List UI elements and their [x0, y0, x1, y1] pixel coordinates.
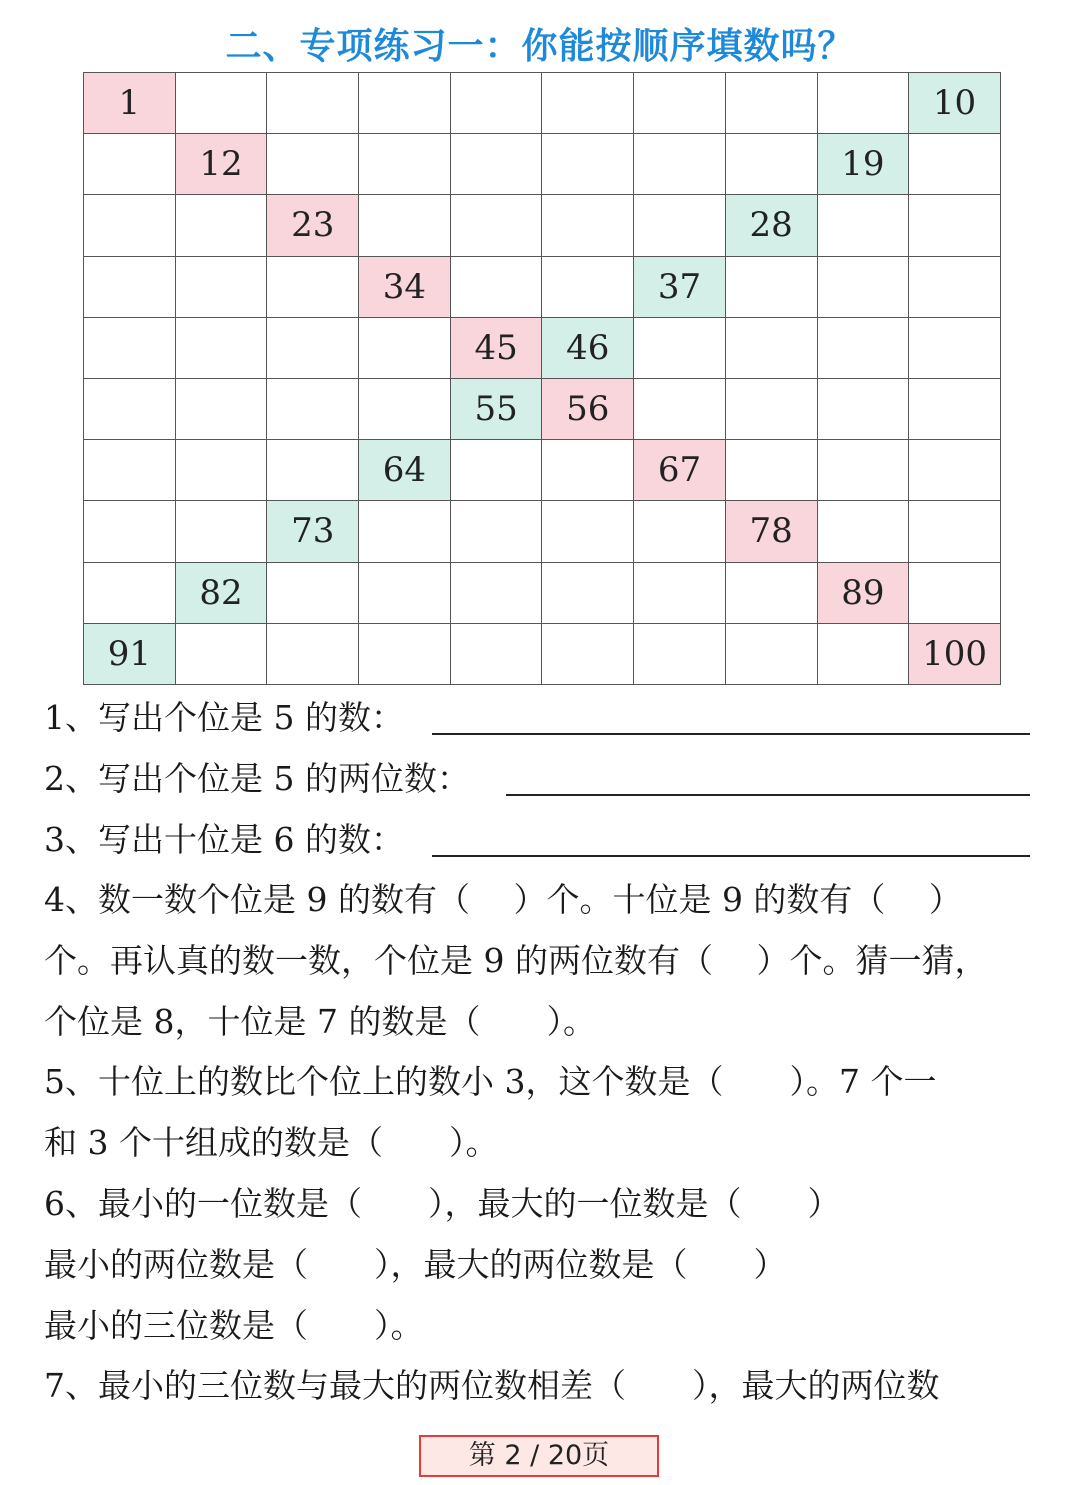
- grid-cell-blank[interactable]: [542, 562, 634, 623]
- grid-cell-number: 45: [450, 317, 542, 378]
- grid-cell-blank[interactable]: [359, 134, 451, 195]
- page-indicator: 第 2 / 20页: [419, 1435, 659, 1477]
- grid-cell-blank[interactable]: [725, 378, 817, 439]
- grid-cell-blank[interactable]: [84, 317, 176, 378]
- grid-cell-blank[interactable]: [175, 378, 267, 439]
- grid-cell-blank[interactable]: [634, 73, 726, 134]
- grid-row: [84, 562, 1001, 623]
- grid-cell-blank[interactable]: [817, 256, 909, 317]
- grid-cell-blank[interactable]: [817, 501, 909, 562]
- grid-cell-blank[interactable]: [909, 501, 1001, 562]
- grid-cell-blank[interactable]: [634, 317, 726, 378]
- grid-cell-blank[interactable]: [450, 440, 542, 501]
- question-6-line-1: 6、最小的一位数是（ ），最大的一位数是（ ）: [44, 1184, 841, 1223]
- grid-cell-blank[interactable]: [267, 134, 359, 195]
- question-7-line-1: 7、最小的三位数与最大的两位数相差（ ），最大的两位数: [44, 1366, 940, 1405]
- grid-cell-blank[interactable]: [267, 562, 359, 623]
- grid-cell-blank[interactable]: [359, 562, 451, 623]
- grid-cell-blank[interactable]: [359, 317, 451, 378]
- grid-cell-blank[interactable]: [634, 378, 726, 439]
- grid-cell-blank[interactable]: [84, 501, 176, 562]
- grid-cell-blank[interactable]: [909, 134, 1001, 195]
- grid-cell-number: 19: [817, 134, 909, 195]
- grid-cell-blank[interactable]: [175, 256, 267, 317]
- grid-cell-blank[interactable]: [359, 195, 451, 256]
- grid-row: [84, 440, 1001, 501]
- grid-cell-blank[interactable]: [267, 317, 359, 378]
- grid-cell-blank[interactable]: [359, 623, 451, 684]
- grid-cell-blank[interactable]: [817, 317, 909, 378]
- answer-line-3[interactable]: [432, 855, 1030, 857]
- question-3: 3、写出十位是 6 的数：: [44, 820, 404, 859]
- grid-cell-number: 67: [634, 440, 726, 501]
- grid-cell-number: 100: [909, 623, 1001, 684]
- grid-cell-blank[interactable]: [175, 317, 267, 378]
- grid-cell-blank[interactable]: [542, 501, 634, 562]
- question-4-line-3: 个位是 8，十位是 7 的数是（ ）。: [44, 1002, 596, 1041]
- grid-cell-blank[interactable]: [175, 501, 267, 562]
- grid-cell-blank[interactable]: [634, 623, 726, 684]
- grid-cell-blank[interactable]: [542, 134, 634, 195]
- grid-cell-number: 55: [450, 378, 542, 439]
- grid-cell-number: 56: [542, 378, 634, 439]
- grid-cell-blank[interactable]: [817, 623, 909, 684]
- question-5-line-1: 5、十位上的数比个位上的数小 3，这个数是（ ）。7 个一: [44, 1062, 937, 1101]
- grid-cell-blank[interactable]: [817, 440, 909, 501]
- grid-cell-blank[interactable]: [634, 501, 726, 562]
- grid-cell-blank[interactable]: [267, 440, 359, 501]
- question-5-line-2: 和 3 个十组成的数是（ ）。: [44, 1123, 499, 1162]
- grid-cell-number: 12: [175, 134, 267, 195]
- answer-line-2[interactable]: [506, 794, 1030, 796]
- grid-cell-number: 37: [634, 256, 726, 317]
- grid-cell-blank[interactable]: [725, 440, 817, 501]
- grid-cell-blank[interactable]: [450, 562, 542, 623]
- grid-cell-number: 91: [84, 623, 176, 684]
- question-6-line-3: 最小的三位数是（ ）。: [44, 1306, 424, 1345]
- grid-cell-blank[interactable]: [359, 73, 451, 134]
- grid-cell-blank[interactable]: [542, 623, 634, 684]
- grid-cell-number: 89: [817, 562, 909, 623]
- grid-cell-blank[interactable]: [175, 440, 267, 501]
- grid-cell-blank[interactable]: [909, 440, 1001, 501]
- grid-cell-number: 34: [359, 256, 451, 317]
- grid-cell-blank[interactable]: [450, 73, 542, 134]
- grid-cell-blank[interactable]: [542, 256, 634, 317]
- grid-cell-number: 28: [725, 195, 817, 256]
- grid-cell-blank[interactable]: [84, 562, 176, 623]
- grid-cell-blank[interactable]: [909, 256, 1001, 317]
- question-2: 2、写出个位是 5 的两位数：: [44, 759, 470, 798]
- grid-cell-blank[interactable]: [542, 73, 634, 134]
- grid-cell-number: 10: [909, 73, 1001, 134]
- question-1: 1、写出个位是 5 的数：: [44, 698, 404, 737]
- grid-cell-blank[interactable]: [175, 73, 267, 134]
- grid-cell-blank[interactable]: [725, 317, 817, 378]
- grid-cell-blank[interactable]: [84, 378, 176, 439]
- grid-row: [84, 256, 1001, 317]
- grid-cell-blank[interactable]: [725, 256, 817, 317]
- grid-cell-blank[interactable]: [817, 195, 909, 256]
- grid-cell-blank[interactable]: [267, 73, 359, 134]
- question-4-line-2: 个。再认真的数一数，个位是 9 的两位数有（ ）个。猜一猜，: [44, 941, 988, 980]
- grid-cell-blank[interactable]: [84, 195, 176, 256]
- grid-cell-blank[interactable]: [909, 195, 1001, 256]
- grid-row: [84, 134, 1001, 195]
- grid-cell-blank[interactable]: [359, 378, 451, 439]
- grid-cell-blank[interactable]: [725, 562, 817, 623]
- grid-cell-blank[interactable]: [450, 195, 542, 256]
- grid-cell-blank[interactable]: [725, 623, 817, 684]
- grid-cell-blank[interactable]: [84, 440, 176, 501]
- grid-row: [84, 623, 1001, 684]
- hundred-chart-grid: [83, 72, 1001, 685]
- grid-cell-blank[interactable]: [634, 134, 726, 195]
- grid-cell-blank[interactable]: [267, 623, 359, 684]
- grid-cell-blank[interactable]: [450, 256, 542, 317]
- grid-cell-number: 64: [359, 440, 451, 501]
- grid-cell-number: 46: [542, 317, 634, 378]
- grid-row: [84, 501, 1001, 562]
- grid-cell-number: 78: [725, 501, 817, 562]
- grid-cell-blank[interactable]: [175, 623, 267, 684]
- worksheet-title: 二、专项练习一：你能按顺序填数吗？: [225, 26, 855, 67]
- grid-cell-blank[interactable]: [267, 256, 359, 317]
- grid-cell-blank[interactable]: [725, 73, 817, 134]
- grid-cell-blank[interactable]: [359, 501, 451, 562]
- grid-cell-blank[interactable]: [84, 134, 176, 195]
- grid-cell-blank[interactable]: [909, 562, 1001, 623]
- grid-cell-blank[interactable]: [909, 378, 1001, 439]
- grid-cell-blank[interactable]: [84, 256, 176, 317]
- grid-cell-blank[interactable]: [817, 73, 909, 134]
- grid-cell-blank[interactable]: [175, 195, 267, 256]
- grid-cell-blank[interactable]: [634, 195, 726, 256]
- grid-row: [84, 195, 1001, 256]
- grid-cell-blank[interactable]: [450, 501, 542, 562]
- grid-row: [84, 378, 1001, 439]
- grid-cell-number: 73: [267, 501, 359, 562]
- grid-cell-blank[interactable]: [817, 378, 909, 439]
- grid-cell-blank[interactable]: [450, 134, 542, 195]
- grid-row: [84, 317, 1001, 378]
- grid-row: [84, 73, 1001, 134]
- grid-cell-number: 1: [84, 73, 176, 134]
- grid-cell-blank[interactable]: [725, 134, 817, 195]
- grid-cell-blank[interactable]: [267, 378, 359, 439]
- grid-cell-blank[interactable]: [450, 623, 542, 684]
- grid-cell-blank[interactable]: [542, 195, 634, 256]
- question-6-line-2: 最小的两位数是（ ），最大的两位数是（ ）: [44, 1245, 787, 1284]
- grid-cell-blank[interactable]: [542, 440, 634, 501]
- grid-cell-blank[interactable]: [909, 317, 1001, 378]
- grid-cell-number: 82: [175, 562, 267, 623]
- grid-cell-number: 23: [267, 195, 359, 256]
- answer-line-1[interactable]: [432, 733, 1030, 735]
- grid-cell-blank[interactable]: [634, 562, 726, 623]
- question-4-line-1: 4、数一数个位是 9 的数有（ ）个。十位是 9 的数有（ ）: [44, 880, 962, 919]
